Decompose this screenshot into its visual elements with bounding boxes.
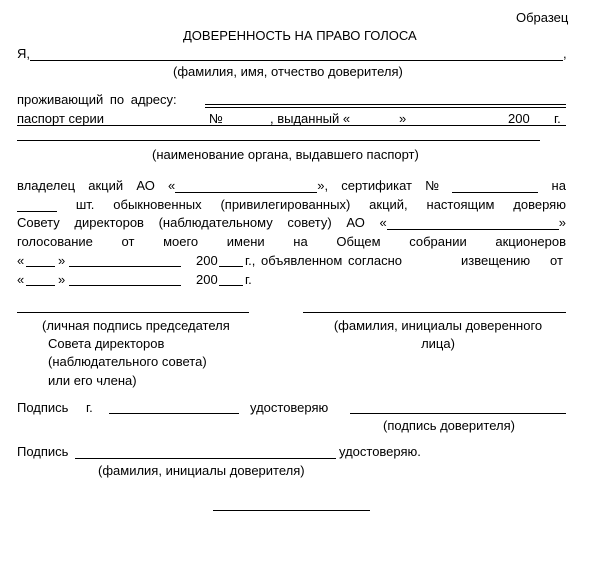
passport-issued-label: , выданный « [270,111,351,126]
trustee-name-line[interactable] [303,312,566,313]
certificate-number-blank[interactable] [452,180,538,193]
sign-line[interactable] [109,413,239,414]
date-year-blank[interactable] [219,266,243,267]
sign-label: Подпись [17,400,69,415]
from-word: от [550,253,563,268]
chair-caption-1: (личная подпись председателя [42,318,230,333]
date-year-prefix: 200 [196,253,218,268]
trustee-caption-2: лица) [421,336,455,351]
announced-text: г., объявленном согласно [245,253,403,268]
date-day-close: » [58,253,66,268]
passport-year: 200 [508,111,530,126]
notice-year-suffix: г. [245,272,252,287]
word-shares: акций [88,178,124,193]
certify-label: удостоверяю [250,400,329,415]
word-hereby: настоящим [426,197,495,212]
notice-day-open: « [17,272,25,287]
date-day-open: « [17,253,25,268]
date-month-blank[interactable] [69,266,181,267]
notice-day-blank[interactable] [26,285,55,286]
company-name-field-2[interactable] [379,215,565,230]
passport-line[interactable] [17,125,566,126]
notice-year-blank[interactable] [219,285,243,286]
passport-year-suffix: г. [554,111,561,126]
passport-authority-line[interactable] [17,140,540,141]
shares-line-4 [17,234,566,249]
bottom-line[interactable] [213,510,370,511]
principal-signature-line[interactable] [350,413,566,414]
notice-month-blank[interactable] [69,285,181,286]
sign-g: г. [86,400,93,415]
word-ordinary: обыкновенных [113,197,202,212]
trustee-caption-1: (фамилия, инициалы доверенного [333,318,543,333]
address-line[interactable] [205,104,566,105]
share-count-blank[interactable] [17,199,57,212]
passport-number-label: № [209,111,223,126]
word-my: моего [163,234,199,249]
shares-line-3 [17,215,566,230]
word-number-sign: № [425,178,440,193]
word-supervisory: (наблюдательному [158,215,273,230]
word-board: Совету [17,215,60,230]
word-meeting: собрании [409,234,467,249]
date-day-blank[interactable] [26,266,55,267]
word-shares-2: акций, [369,197,408,212]
word-name: имени [226,234,265,249]
word-at: на [293,234,308,249]
company-name-field[interactable] [168,178,328,193]
sample-label: Образец [516,10,569,25]
word-on: на [551,178,566,193]
word-from: от [121,234,135,249]
chair-signature-line[interactable] [17,312,249,313]
chair-caption-2: Совета директоров [48,336,165,351]
chair-caption-3: (наблюдательного совета) [48,354,207,369]
sign2-label: Подпись [17,444,69,459]
word-council: совету) [287,215,332,230]
passport-authority-caption: (наименование органа, выдавшего паспорт) [152,147,419,162]
document-title: ДОВЕРЕННОСТЬ НА ПРАВО ГОЛОСА [183,28,417,43]
address-label: проживающий по адресу: [17,92,177,107]
quote-close: », [317,178,329,193]
passport-series-label: паспорт серии [17,111,105,126]
notice-year-prefix: 200 [196,272,218,287]
company-name-blank[interactable] [175,180,317,193]
word-directors: директоров [74,215,144,230]
quote-close-2: » [558,215,566,230]
principal-name-line[interactable] [30,60,563,61]
passport-quote-close: » [399,111,407,126]
shares-line-2 [17,197,566,212]
word-voting: голосование [17,234,93,249]
chair-caption-4: или его члена) [48,373,137,388]
word-certificate: сертификат [341,178,413,193]
sign2-line[interactable] [75,458,336,459]
word-ao: АО [136,178,155,193]
address-line-2 [205,107,566,108]
quote-open-2: « [379,215,387,230]
principal-caption: (фамилия, имя, отчество доверителя) [173,64,403,79]
shares-line-1 [17,178,566,193]
principal-signature-caption: (подпись доверителя) [383,418,515,433]
word-general: Общем [336,234,381,249]
word-preferred: (привилегированных) [220,197,351,212]
notice-day-close: » [58,272,66,287]
company-name-blank-2[interactable] [387,217,559,230]
word-shareholders: акционеров [495,234,566,249]
word-entrust: доверяю [513,197,566,212]
quote-open: « [168,178,176,193]
principal-prefix: Я, [17,46,30,61]
word-owner: владелец [17,178,76,193]
word-ao-2: АО [346,215,365,230]
word-pcs: шт. [75,197,95,212]
principal-name-caption: (фамилия, инициалы доверителя) [98,463,305,478]
certify2-label: удостоверяю. [339,444,421,459]
notice-word: извещению [461,253,531,268]
principal-comma: , [563,46,567,61]
